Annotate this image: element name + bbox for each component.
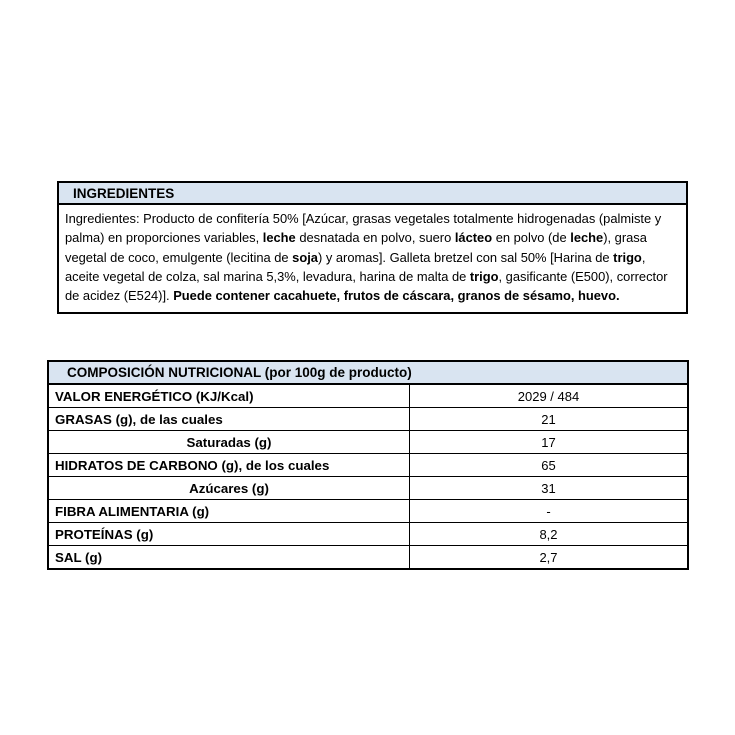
nutrition-table-row	[49, 431, 687, 454]
nutrient-label: FIBRA ALIMENTARIA (g)	[49, 500, 410, 522]
nutrient-value: 2,7	[539, 549, 558, 565]
nutrition-title: COMPOSICIÓN NUTRICIONAL (por 100g de producto)	[67, 365, 412, 380]
nutrient-label: PROTEÍNAS (g)	[49, 523, 410, 545]
nutrient-label: GRASAS (g), de las cuales	[49, 408, 410, 430]
nutrition-section	[47, 360, 689, 570]
nutrition-table-row	[49, 454, 687, 477]
nutrition-table-row	[49, 523, 687, 546]
nutrient-value: 8,2	[539, 526, 558, 542]
ingredients-section	[57, 181, 688, 314]
nutrient-value: -	[546, 503, 551, 519]
nutrition-table-row	[49, 500, 687, 523]
nutrient-label: HIDRATOS DE CARBONO (g), de los cuales	[49, 454, 410, 476]
nutrient-label: SAL (g)	[49, 546, 410, 568]
nutrient-value: 2029 / 484	[517, 388, 580, 404]
nutrient-value: 21	[541, 411, 556, 427]
nutrient-value: 17	[541, 434, 556, 450]
nutrient-label: Saturadas (g)	[49, 431, 410, 453]
nutrient-value: 31	[541, 480, 556, 496]
nutrient-label: VALOR ENERGÉTICO (KJ/Kcal)	[49, 385, 410, 407]
ingredients-title: INGREDIENTES	[73, 185, 175, 201]
nutrition-table	[49, 385, 687, 568]
nutrition-table-row	[49, 477, 687, 500]
nutrient-value: 65	[541, 457, 556, 473]
ingredients-header-band	[59, 183, 686, 205]
ingredients-text: Ingredientes: Producto de confitería 50% [Azúcar, grasas vegetales totalmente hidrogenadas (palmiste y palma) en proporciones variables, leche desnatada en polvo, suero lácteo en polvo (de leche), grasa vegetal de coco, emulgente (lecitina de soja) y aromas]. Galleta bretzel con sal 50% [Harina de trigo, aceite vegetal de colza, sal marina 5,3%, levadura, harina de malta de trigo, gasificante (E500), corrector de acidez (E524)]. Puede contener cacahuete, frutos de cáscara, granos de sésamo, huevo.	[65, 211, 668, 304]
nutrition-table-row	[49, 408, 687, 431]
nutrition-header-band	[49, 362, 687, 385]
nutrition-table-row	[49, 546, 687, 568]
nutrient-label: Azúcares (g)	[49, 477, 410, 499]
nutrition-table-row	[49, 385, 687, 408]
